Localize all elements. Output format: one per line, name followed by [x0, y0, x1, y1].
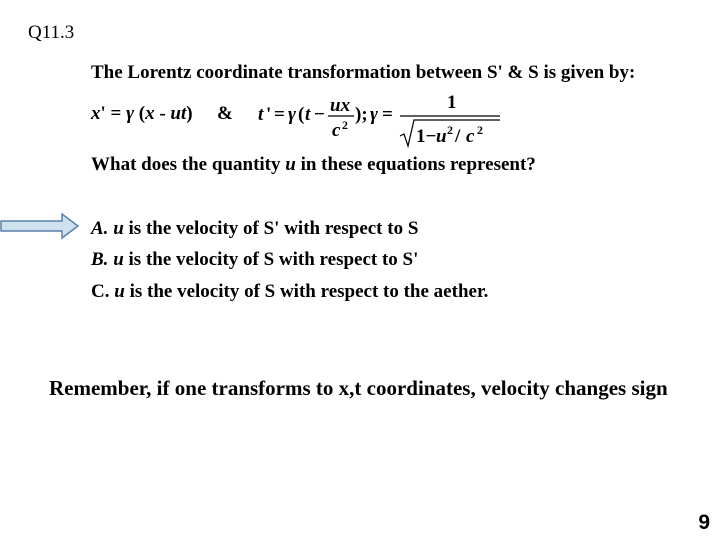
svg-text:(: (	[298, 104, 305, 125]
svg-text:−: −	[314, 104, 325, 125]
svg-text:2: 2	[477, 123, 483, 137]
equation-t-prime-gamma	[258, 92, 508, 152]
equation-x-prime: x' = γ (x - ut)	[91, 103, 193, 124]
svg-text:2: 2	[342, 118, 348, 132]
question-prompt: What does the quantity u in these equations represent?	[91, 154, 536, 175]
option-c[interactable]: C. u is the velocity of S with respect to the aether.	[91, 281, 489, 302]
svg-text:1−: 1−	[416, 126, 437, 147]
answer-arrow-icon	[0, 211, 80, 241]
svg-text:/: /	[455, 126, 461, 147]
svg-text:2: 2	[447, 123, 453, 137]
remember-note: Remember, if one transforms to x,t coordinates, velocity changes sign	[49, 376, 668, 400]
option-a[interactable]: A. u is the velocity of S' with respect to S	[91, 218, 419, 239]
equation-ampersand: &	[217, 103, 233, 124]
svg-text:ux: ux	[330, 95, 351, 116]
svg-text:c: c	[466, 126, 475, 147]
svg-text:u: u	[436, 126, 447, 147]
svg-text:=: =	[382, 104, 393, 125]
svg-text:c: c	[332, 120, 341, 141]
svg-text:);: );	[355, 104, 368, 125]
svg-text:t: t	[305, 104, 311, 125]
svg-text:1: 1	[447, 92, 457, 113]
slide-label: Q11.3	[28, 22, 75, 43]
svg-text:=: =	[274, 104, 285, 125]
svg-text:γ: γ	[370, 104, 378, 125]
option-b[interactable]: B. u is the velocity of S with respect to S'	[91, 249, 419, 270]
svg-text:γ: γ	[288, 104, 296, 125]
question-intro: The Lorentz coordinate transformation between S' & S is given by:	[91, 62, 636, 83]
svg-text:t: t	[258, 104, 264, 125]
svg-text:': '	[266, 104, 272, 125]
page-number: 9	[698, 511, 710, 534]
